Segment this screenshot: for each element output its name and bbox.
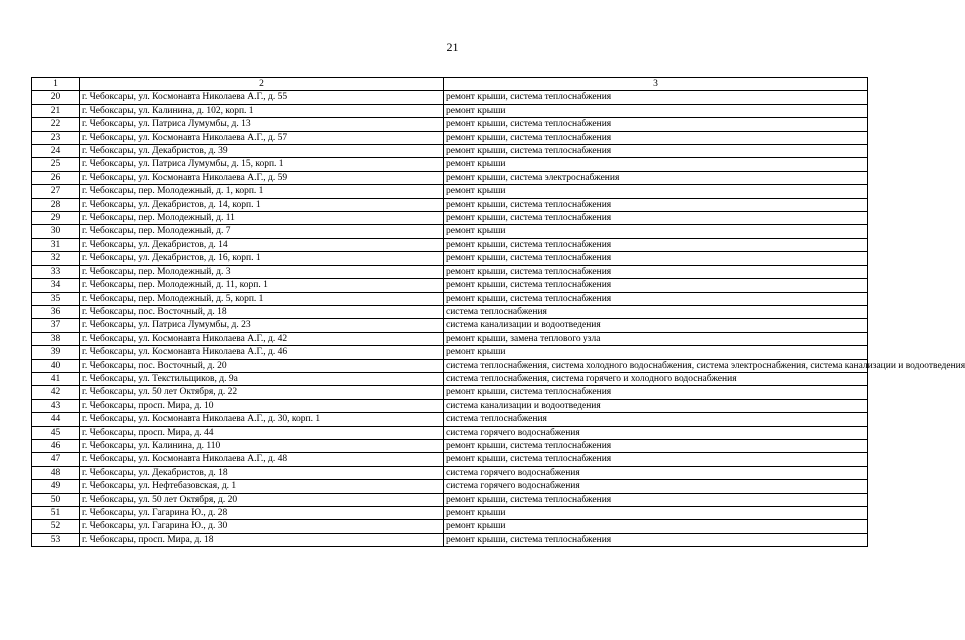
row-address-cell: г. Чебоксары, ул. 50 лет Октября, д. 20 xyxy=(80,493,444,506)
row-address-cell: г. Чебоксары, пер. Молодежный, д. 11 xyxy=(80,212,444,225)
row-number-cell: 30 xyxy=(32,225,80,238)
row-work-cell: ремонт крыши, система теплоснабжения xyxy=(444,453,868,466)
row-number-cell: 40 xyxy=(32,359,80,372)
row-address-cell: г. Чебоксары, пер. Молодежный, д. 5, корп. 1 xyxy=(80,292,444,305)
table-row xyxy=(32,171,868,184)
row-number-cell: 49 xyxy=(32,480,80,493)
row-work-cell: ремонт крыши, система теплоснабжения xyxy=(444,533,868,546)
table-row xyxy=(32,91,868,104)
row-work-cell: ремонт крыши xyxy=(444,507,868,520)
registry-table xyxy=(31,77,965,547)
table-row xyxy=(32,466,868,479)
row-work-cell: система теплоснабжения xyxy=(444,413,868,426)
table-row xyxy=(32,372,868,385)
row-work-cell: ремонт крыши, система теплоснабжения xyxy=(444,212,868,225)
row-number-cell: 22 xyxy=(32,118,80,131)
table-row xyxy=(32,332,868,345)
table-header-row xyxy=(32,78,868,91)
table-row xyxy=(32,238,868,251)
row-work-cell: ремонт крыши, система теплоснабжения xyxy=(444,198,868,211)
table-row xyxy=(32,480,868,493)
table-row xyxy=(32,225,868,238)
row-address-cell: г. Чебоксары, ул. Патриса Лумумбы, д. 15, корп. 1 xyxy=(80,158,444,171)
table-row xyxy=(32,104,868,117)
table-row xyxy=(32,158,868,171)
row-number-cell: 39 xyxy=(32,346,80,359)
row-address-cell: г. Чебоксары, пер. Молодежный, д. 1, корп. 1 xyxy=(80,185,444,198)
row-work-cell: ремонт крыши, система электроснабжения xyxy=(444,171,868,184)
table-row xyxy=(32,346,868,359)
row-address-cell: г. Чебоксары, пер. Молодежный, д. 11, корп. 1 xyxy=(80,279,444,292)
row-work-cell: ремонт крыши xyxy=(444,158,868,171)
row-work-cell: ремонт крыши, замена теплового узла xyxy=(444,332,868,345)
row-address-cell: г. Чебоксары, ул. Декабристов, д. 16, корп. 1 xyxy=(80,252,444,265)
row-number-cell: 29 xyxy=(32,212,80,225)
row-number-cell: 28 xyxy=(32,198,80,211)
row-address-cell: г. Чебоксары, пер. Молодежный, д. 7 xyxy=(80,225,444,238)
row-work-cell: ремонт крыши, система теплоснабжения xyxy=(444,386,868,399)
row-address-cell: г. Чебоксары, ул. Космонавта Николаева А.Г., д. 30, корп. 1 xyxy=(80,413,444,426)
row-address-cell: г. Чебоксары, просп. Мира, д. 44 xyxy=(80,426,444,439)
row-number-cell: 25 xyxy=(32,158,80,171)
table-row xyxy=(32,265,868,278)
table-row xyxy=(32,533,868,546)
row-number-cell: 38 xyxy=(32,332,80,345)
column-header-work: 3 xyxy=(444,78,868,91)
row-work-cell: система канализации и водоотведения xyxy=(444,399,868,412)
row-address-cell: г. Чебоксары, пос. Восточный, д. 18 xyxy=(80,305,444,318)
row-address-cell: г. Чебоксары, ул. Космонавта Николаева А.Г., д. 55 xyxy=(80,91,444,104)
row-address-cell: г. Чебоксары, ул. Калинина, д. 110 xyxy=(80,439,444,452)
table-row xyxy=(32,493,868,506)
row-number-cell: 33 xyxy=(32,265,80,278)
row-address-cell: г. Чебоксары, ул. Декабристов, д. 39 xyxy=(80,145,444,158)
row-address-cell: г. Чебоксары, ул. Патриса Лумумбы, д. 23 xyxy=(80,319,444,332)
table-row xyxy=(32,118,868,131)
row-work-cell: ремонт крыши, система теплоснабжения xyxy=(444,279,868,292)
row-number-cell: 47 xyxy=(32,453,80,466)
row-work-cell: ремонт крыши xyxy=(444,104,868,117)
table-row xyxy=(32,359,868,372)
row-number-cell: 42 xyxy=(32,386,80,399)
row-work-cell: ремонт крыши, система теплоснабжения xyxy=(444,265,868,278)
row-number-cell: 45 xyxy=(32,426,80,439)
row-work-cell: система канализации и водоотведения xyxy=(444,319,868,332)
row-address-cell: г. Чебоксары, ул. Космонавта Николаева А.Г., д. 57 xyxy=(80,131,444,144)
row-work-cell: система горячего водоснабжения xyxy=(444,466,868,479)
table-row xyxy=(32,399,868,412)
row-work-cell: система горячего водоснабжения xyxy=(444,426,868,439)
table-row xyxy=(32,131,868,144)
row-work-cell: ремонт крыши, система теплоснабжения xyxy=(444,145,868,158)
table-row xyxy=(32,453,868,466)
column-header-number: 1 xyxy=(32,78,80,91)
row-work-cell: ремонт крыши, система теплоснабжения xyxy=(444,238,868,251)
table-row xyxy=(32,198,868,211)
row-number-cell: 20 xyxy=(32,91,80,104)
row-work-cell: ремонт крыши xyxy=(444,520,868,533)
row-work-cell: ремонт крыши xyxy=(444,185,868,198)
table-row xyxy=(32,386,868,399)
row-address-cell: г. Чебоксары, просп. Мира, д. 10 xyxy=(80,399,444,412)
table-row xyxy=(32,185,868,198)
row-number-cell: 48 xyxy=(32,466,80,479)
row-address-cell: г. Чебоксары, ул. Текстильщиков, д. 9а xyxy=(80,372,444,385)
table-row xyxy=(32,426,868,439)
row-number-cell: 31 xyxy=(32,238,80,251)
row-number-cell: 35 xyxy=(32,292,80,305)
table-row xyxy=(32,305,868,318)
row-number-cell: 27 xyxy=(32,185,80,198)
registry-table-body xyxy=(32,78,965,547)
table-row xyxy=(32,292,868,305)
table-row xyxy=(32,279,868,292)
row-address-cell: г. Чебоксары, просп. Мира, д. 18 xyxy=(80,533,444,546)
row-address-cell: г. Чебоксары, ул. Гагарина Ю., д. 30 xyxy=(80,520,444,533)
row-address-cell: г. Чебоксары, ул. Декабристов, д. 14, корп. 1 xyxy=(80,198,444,211)
row-work-cell: ремонт крыши xyxy=(444,225,868,238)
row-number-cell: 23 xyxy=(32,131,80,144)
row-number-cell: 52 xyxy=(32,520,80,533)
row-work-cell: ремонт крыши, система теплоснабжения xyxy=(444,292,868,305)
table-row xyxy=(32,145,868,158)
row-work-cell: ремонт крыши xyxy=(444,346,868,359)
column-header-address: 2 xyxy=(80,78,444,91)
table-row xyxy=(32,413,868,426)
row-work-cell: ремонт крыши, система теплоснабжения xyxy=(444,493,868,506)
page-number: 21 xyxy=(446,40,459,54)
row-address-cell: г. Чебоксары, ул. Космонавта Николаева А.Г., д. 59 xyxy=(80,171,444,184)
row-address-cell: г. Чебоксары, пос. Восточный, д. 20 xyxy=(80,359,444,372)
row-number-cell: 50 xyxy=(32,493,80,506)
row-work-cell: ремонт крыши, система теплоснабжения xyxy=(444,118,868,131)
row-number-cell: 41 xyxy=(32,372,80,385)
row-work-cell: ремонт крыши, система теплоснабжения xyxy=(444,439,868,452)
row-address-cell: г. Чебоксары, ул. Патриса Лумумбы, д. 13 xyxy=(80,118,444,131)
row-number-cell: 21 xyxy=(32,104,80,117)
row-work-cell: система теплоснабжения, система горячего и холодного водоснабжения xyxy=(444,372,868,385)
row-number-cell: 46 xyxy=(32,439,80,452)
row-work-cell: ремонт крыши, система теплоснабжения xyxy=(444,131,868,144)
table-row xyxy=(32,252,868,265)
row-work-cell: система горячего водоснабжения xyxy=(444,480,868,493)
row-address-cell: г. Чебоксары, ул. Гагарина Ю., д. 28 xyxy=(80,507,444,520)
row-number-cell: 34 xyxy=(32,279,80,292)
row-number-cell: 26 xyxy=(32,171,80,184)
row-address-cell: г. Чебоксары, ул. Космонавта Николаева А.Г., д. 42 xyxy=(80,332,444,345)
row-number-cell: 36 xyxy=(32,305,80,318)
row-number-cell: 43 xyxy=(32,399,80,412)
row-address-cell: г. Чебоксары, ул. Калинина, д. 102, корп. 1 xyxy=(80,104,444,117)
row-address-cell: г. Чебоксары, ул. Космонавта Николаева А.Г., д. 46 xyxy=(80,346,444,359)
table-row xyxy=(32,507,868,520)
row-work-cell: система теплоснабжения xyxy=(444,305,868,318)
table-row xyxy=(32,212,868,225)
table-row xyxy=(32,439,868,452)
row-number-cell: 44 xyxy=(32,413,80,426)
row-number-cell: 53 xyxy=(32,533,80,546)
row-address-cell: г. Чебоксары, ул. Нефтебазовская, д. 1 xyxy=(80,480,444,493)
table-row xyxy=(32,319,868,332)
row-work-cell: ремонт крыши, система теплоснабжения xyxy=(444,252,868,265)
row-work-cell: система теплоснабжения, система холодного водоснабжения, система электроснабжения, система канализации и водоотведения xyxy=(444,359,868,372)
row-number-cell: 51 xyxy=(32,507,80,520)
row-number-cell: 37 xyxy=(32,319,80,332)
row-number-cell: 24 xyxy=(32,145,80,158)
row-work-cell: ремонт крыши, система теплоснабжения xyxy=(444,91,868,104)
row-address-cell: г. Чебоксары, ул. Декабристов, д. 14 xyxy=(80,238,444,251)
row-address-cell: г. Чебоксары, ул. Космонавта Николаева А.Г., д. 48 xyxy=(80,453,444,466)
row-address-cell: г. Чебоксары, ул. 50 лет Октября, д. 22 xyxy=(80,386,444,399)
row-number-cell: 32 xyxy=(32,252,80,265)
row-address-cell: г. Чебоксары, ул. Декабристов, д. 18 xyxy=(80,466,444,479)
table-row xyxy=(32,520,868,533)
row-address-cell: г. Чебоксары, пер. Молодежный, д. 3 xyxy=(80,265,444,278)
